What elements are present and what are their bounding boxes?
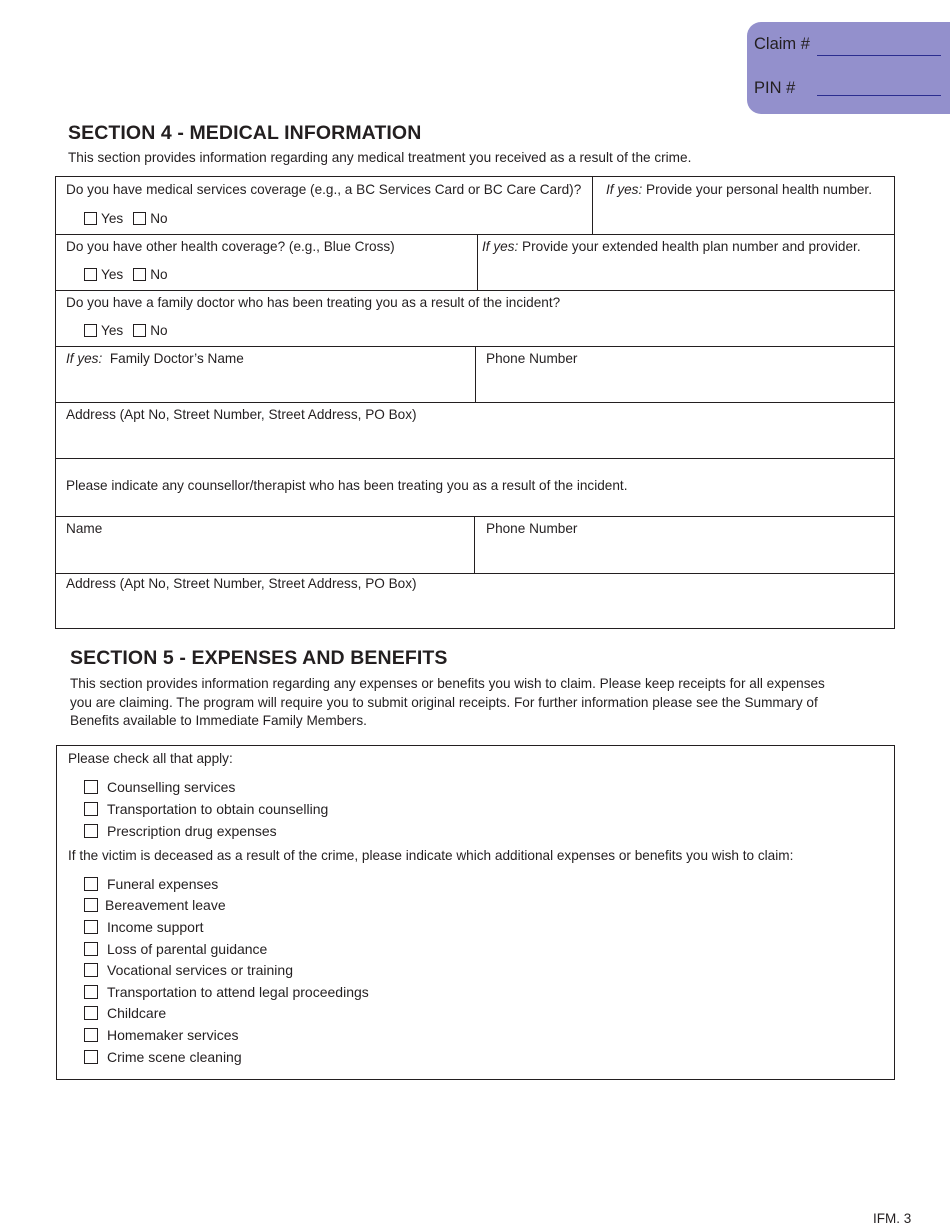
doctor-name-field[interactable] xyxy=(66,351,244,366)
pin-row xyxy=(754,79,795,98)
deceased-option[interactable] xyxy=(84,876,228,892)
deceased-checkbox[interactable] xyxy=(84,1028,98,1042)
msp-yes-label: Yes xyxy=(101,211,124,226)
expense-option[interactable] xyxy=(84,779,245,795)
expense-option[interactable] xyxy=(84,823,287,839)
deceased-label: Transportation to attend legal proceedings xyxy=(107,984,369,1000)
deceased-label: Crime scene cleaning xyxy=(107,1049,242,1065)
expense-label: Transportation to obtain counselling xyxy=(107,801,329,817)
deceased-checkbox[interactable] xyxy=(84,898,98,912)
doctor-yes-checkbox[interactable] xyxy=(84,324,97,337)
section4-title: SECTION 4 - MEDICAL INFORMATION xyxy=(68,122,422,144)
counsellor-phone-field[interactable] xyxy=(486,521,577,536)
deceased-label: Homemaker services xyxy=(107,1027,239,1043)
claim-number-field[interactable] xyxy=(817,55,941,56)
section5-intro-line: you are claiming. The program will require you to submit original receipts. For further information please see the Summary of xyxy=(70,694,818,710)
deceased-checkbox[interactable] xyxy=(84,1006,98,1020)
msp-no-checkbox[interactable] xyxy=(133,212,146,225)
deceased-label: Funeral expenses xyxy=(107,876,219,892)
section4-intro: This section provides information regarding any medical treatment you received as a result of the crime. xyxy=(68,150,692,165)
other-coverage-question: Do you have other health coverage? (e.g., Blue Cross) xyxy=(66,239,395,254)
doctor-phone-label: Phone Number xyxy=(486,351,578,366)
other-coverage-no-checkbox[interactable] xyxy=(133,268,146,281)
deceased-checkbox[interactable] xyxy=(84,1050,98,1064)
deceased-option[interactable] xyxy=(84,984,379,1000)
other-coverage-yes-label: Yes xyxy=(101,267,124,282)
check-prompt: Please check all that apply: xyxy=(68,751,233,766)
doctor-no-label: No xyxy=(150,323,168,338)
pin-field[interactable] xyxy=(817,95,941,96)
expense-checkbox[interactable] xyxy=(84,780,98,794)
doctor-ifyes-label: If yes: xyxy=(66,351,103,366)
counsellor-name-label: Name xyxy=(66,521,103,536)
counsellor-phone-label: Phone Number xyxy=(486,521,578,536)
deceased-label: Income support xyxy=(107,919,204,935)
deceased-option[interactable] xyxy=(84,962,303,978)
other-coverage-no-label: No xyxy=(150,267,168,282)
msp-ifyes-text: Provide your personal health number. xyxy=(646,182,872,197)
other-coverage-ifyes-label: If yes: xyxy=(482,239,519,254)
msp-yes-checkbox[interactable] xyxy=(84,212,97,225)
deceased-option[interactable] xyxy=(84,1049,252,1065)
doctor-question: Do you have a family doctor who has been treating you as a result of the incident? xyxy=(66,295,561,310)
deceased-option[interactable] xyxy=(84,941,277,957)
section5-intro-line: This section provides information regarding any expenses or benefits you wish to claim. Please keep receipts for all expenses xyxy=(70,676,825,691)
expense-checkbox[interactable] xyxy=(84,824,98,838)
msp-ifyes-label: If yes: xyxy=(606,182,643,197)
section5-intro xyxy=(70,675,900,731)
other-coverage-yes-checkbox[interactable] xyxy=(84,268,97,281)
doctor-phone-field[interactable] xyxy=(486,351,577,366)
other-coverage-ifyes[interactable] xyxy=(482,239,861,254)
deceased-checkbox[interactable] xyxy=(84,963,98,977)
deceased-label: Bereavement leave xyxy=(105,897,226,913)
expense-option[interactable] xyxy=(84,801,338,817)
claim-number-label: Claim # xyxy=(754,35,810,53)
deceased-checkbox[interactable] xyxy=(84,877,98,891)
counsellor-address-field[interactable] xyxy=(66,576,417,591)
counsellor-name-field[interactable] xyxy=(66,521,102,536)
section5-title: SECTION 5 - EXPENSES AND BENEFITS xyxy=(70,647,448,669)
deceased-checkbox[interactable] xyxy=(84,920,98,934)
other-coverage-options xyxy=(84,267,178,282)
counsellor-prompt: Please indicate any counsellor/therapist who has been treating you as a result of the incident. xyxy=(66,478,628,493)
page-code: IFM. 3 xyxy=(873,1211,912,1226)
deceased-option[interactable] xyxy=(84,897,236,913)
doctor-address-field[interactable] xyxy=(66,407,417,422)
deceased-checkbox[interactable] xyxy=(84,942,98,956)
msp-no-label: No xyxy=(150,211,168,226)
medical-info-table xyxy=(55,176,895,629)
deceased-prompt: If the victim is deceased as a result of the crime, please indicate which additional expenses or benefits you wish to claim: xyxy=(68,848,794,863)
claim-pin-box xyxy=(747,22,950,114)
expense-checkbox[interactable] xyxy=(84,802,98,816)
other-coverage-ifyes-text: Provide your extended health plan number and provider. xyxy=(522,239,861,254)
msp-ifyes[interactable] xyxy=(606,182,872,197)
expense-label: Prescription drug expenses xyxy=(107,823,277,839)
counsellor-address-label: Address (Apt No, Street Number, Street Address, PO Box) xyxy=(66,576,417,591)
expense-label: Counselling services xyxy=(107,779,236,795)
msp-options xyxy=(84,211,178,226)
deceased-label: Loss of parental guidance xyxy=(107,941,268,957)
doctor-yes-label: Yes xyxy=(101,323,124,338)
deceased-label: Childcare xyxy=(107,1005,167,1021)
section5-intro-line: Benefits available to Immediate Family Members. xyxy=(70,713,367,728)
doctor-no-checkbox[interactable] xyxy=(133,324,146,337)
claim-number-row xyxy=(754,35,810,54)
deceased-label: Vocational services or training xyxy=(107,962,293,978)
deceased-option[interactable] xyxy=(84,1027,248,1043)
deceased-checkbox[interactable] xyxy=(84,985,98,999)
deceased-option[interactable] xyxy=(84,1005,176,1021)
deceased-option[interactable] xyxy=(84,919,214,935)
pin-label: PIN # xyxy=(754,79,796,97)
doctor-name-label: Family Doctor’s Name xyxy=(109,351,244,366)
msp-question: Do you have medical services coverage (e.g., a BC Services Card or BC Care Card)? xyxy=(66,182,582,197)
doctor-address-label: Address (Apt No, Street Number, Street Address, PO Box) xyxy=(66,407,417,422)
doctor-options xyxy=(84,323,178,338)
